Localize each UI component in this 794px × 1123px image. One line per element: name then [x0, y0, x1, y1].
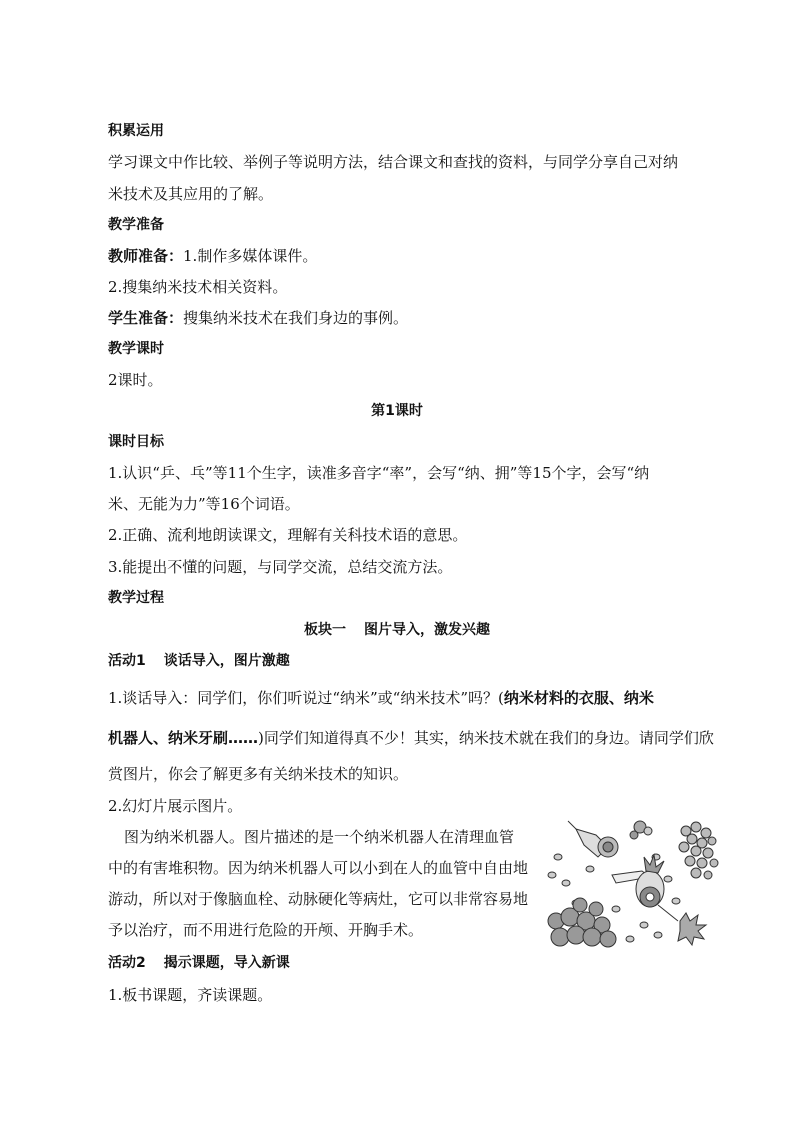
- step-2: 2.幻灯片展示图片。: [108, 797, 243, 815]
- step-1-text: 1.谈话导入：同学们，你们听说过“纳米”或“纳米技术”吗？(: [108, 689, 504, 707]
- teacher-prep-label: 教师准备：: [108, 247, 184, 265]
- goal-1-line-2: 米、无能为力”等16个词语。: [108, 495, 300, 513]
- step-1-line-3: 赏图片，你会了解更多有关纳米技术的知识。: [108, 765, 409, 783]
- student-prep-item: 搜集纳米技术在我们身边的事例。: [183, 309, 409, 327]
- lesson-title: 第1课时: [371, 403, 423, 419]
- nanorobot-illustration-icon: [546, 817, 722, 949]
- step-1-line-2: [108, 728, 714, 748]
- heading-goals: 课时目标: [108, 434, 164, 450]
- heading-process: 教学过程: [108, 590, 164, 606]
- teacher-prep-line: [108, 246, 317, 266]
- activity-2-text: 揭示课题，导入新课: [163, 955, 290, 971]
- activity-1-title: [108, 651, 290, 671]
- step-1-answer: 纳米材料的衣服、纳米: [503, 689, 654, 707]
- student-prep-label: 学生准备：: [108, 309, 184, 327]
- activity-1-text: 谈话导入，图片激趣: [163, 653, 290, 669]
- activity-2-number: 活动2: [108, 955, 146, 971]
- block-title-number: 板块一: [304, 622, 346, 638]
- goal-1-line-1: 1.认识“乒、乓”等11个生字，读准多音字“率”，会写“纳、拥”等15个字，会写“纳: [108, 464, 650, 482]
- teacher-prep-item-2: 2.搜集纳米技术相关资料。: [108, 278, 288, 296]
- student-prep-line: [108, 308, 408, 328]
- block-title: [0, 620, 794, 640]
- picture-desc-line: 中的有害堆积物。因为纳米机器人可以小到在人的血管中自由地: [108, 859, 529, 877]
- heading-class-hours: 教学课时: [108, 341, 164, 357]
- picture-desc-line: 游动，所以对于像脑血栓、动脉硬化等病灶，它可以非常容易地: [108, 890, 529, 908]
- heading-preparation: 教学准备: [108, 217, 164, 233]
- paragraph-line: 米技术及其应用的了解。: [108, 185, 274, 203]
- paragraph-line: 学习课文中作比较、举例子等说明方法，结合课文和查找的资料，与同学分享自己对纳: [108, 153, 679, 171]
- step-1-line-1: [108, 688, 654, 708]
- block-title-text: 图片导入，激发兴趣: [364, 622, 490, 638]
- step-1-cont: )同学们知道得真不少！其实，纳米技术就在我们的身边。请同学们欣: [258, 729, 714, 747]
- heading-accumulate: 积累运用: [108, 123, 164, 139]
- goal-2: 2.正确、流利地朗读课文，理解有关科技术语的意思。: [108, 526, 468, 544]
- activity-2-title: [108, 953, 290, 973]
- activity-1-number: 活动1: [108, 653, 146, 669]
- step-3: 1.板书课题，齐读课题。: [108, 986, 273, 1004]
- picture-desc-line: 图为纳米机器人。图片描述的是一个纳米机器人在清理血管: [124, 828, 515, 846]
- goal-3: 3.能提出不懂的问题，与同学交流，总结交流方法。: [108, 558, 453, 576]
- teacher-prep-item: 1.制作多媒体课件。: [183, 247, 318, 265]
- step-1-answer-2: 机器人、纳米牙刷……: [108, 729, 259, 747]
- class-hours-text: 2课时。: [108, 371, 163, 389]
- picture-desc-line: 予以治疗，而不用进行危险的开颅、开胸手术。: [108, 921, 424, 939]
